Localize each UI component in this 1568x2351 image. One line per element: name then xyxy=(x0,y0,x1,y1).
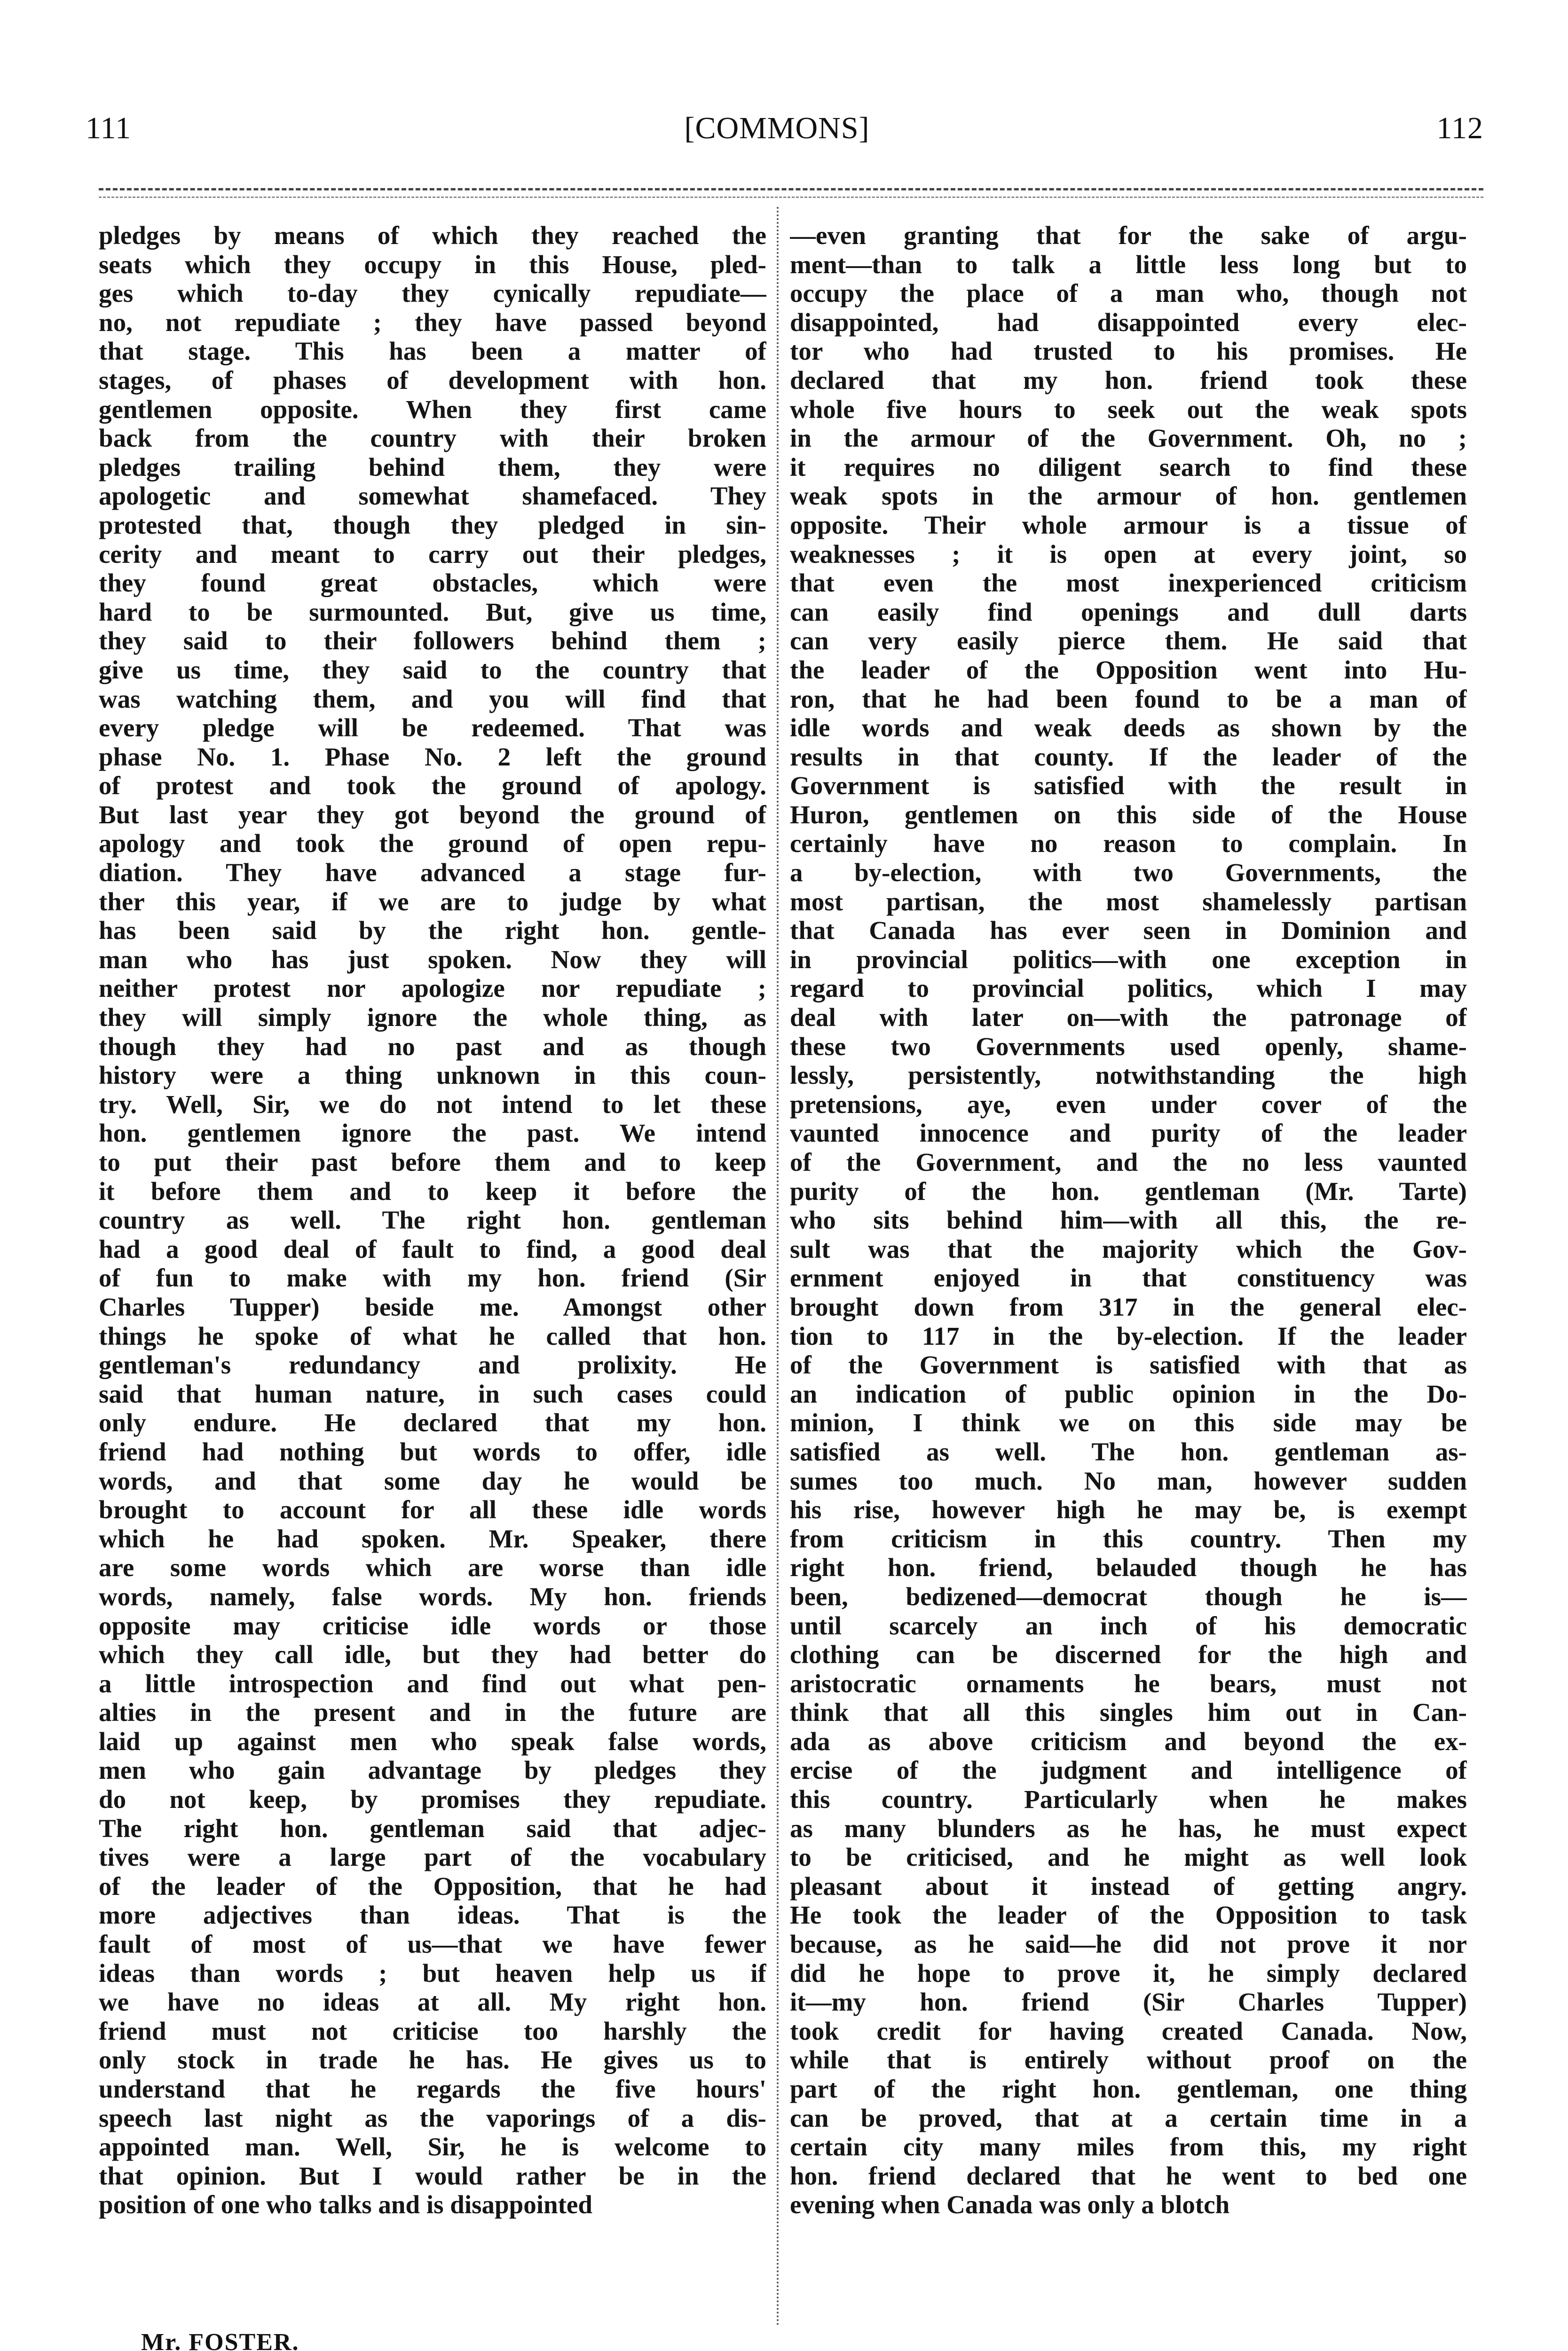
text-line: understand that he regards the five hours' xyxy=(99,2075,766,2103)
text-line: vaunted innocence and purity of the leader xyxy=(790,1119,1467,1148)
text-line: can be proved, that at a certain time in a xyxy=(790,2103,1467,2132)
text-line: give us time, they said to the country that xyxy=(99,655,766,684)
text-line: that Canada has ever seen in Dominion and xyxy=(790,916,1467,945)
text-line: lessly, persistently, notwithstanding the high xyxy=(790,1061,1467,1090)
text-line: which they call idle, but they had better do xyxy=(99,1640,766,1669)
text-line: Charles Tupper) beside me. Amongst other xyxy=(99,1292,766,1321)
text-line: idle words and weak deeds as shown by the xyxy=(790,713,1467,742)
right-page-number: 112 xyxy=(1436,111,1483,145)
text-line: it requires no diligent search to find these xyxy=(790,452,1467,481)
text-line: has been said by the right hon. gentle- xyxy=(99,916,766,945)
text-line: alties in the present and in the future are xyxy=(99,1698,766,1727)
text-line: pledges trailing behind them, they were xyxy=(99,452,766,481)
text-line: whole five hours to seek out the weak spots xyxy=(790,394,1467,424)
text-line: protested that, though they pledged in sin- xyxy=(99,510,766,539)
text-line: they said to their followers behind them ; xyxy=(99,626,766,655)
text-line: pleasant about it instead of getting angry. xyxy=(790,1871,1467,1901)
text-line: hard to be surmounted. But, give us time, xyxy=(99,597,766,626)
text-line: But last year they got beyond the ground of xyxy=(99,800,766,829)
text-line: diation. They have advanced a stage fur- xyxy=(99,858,766,887)
text-line: try. Well, Sir, we do not intend to let these xyxy=(99,1089,766,1119)
text-line: which he had spoken. Mr. Speaker, there xyxy=(99,1524,766,1553)
text-line: an indication of public opinion in the Do- xyxy=(790,1379,1467,1408)
text-line: most partisan, the most shamelessly partisan xyxy=(790,887,1467,916)
text-line: sult was that the majority which the Gov- xyxy=(790,1234,1467,1263)
text-line: this country. Particularly when he makes xyxy=(790,1785,1467,1814)
text-line: though they had no past and as though xyxy=(99,1032,766,1061)
text-line: men who gain advantage by pledges they xyxy=(99,1756,766,1785)
text-line: ada as above criticism and beyond the ex- xyxy=(790,1727,1467,1756)
text-line: country as well. The right hon. gentleman xyxy=(99,1206,766,1235)
text-line: that opinion. But I would rather be in the xyxy=(99,2161,766,2190)
text-line: had a good deal of fault to find, a good deal xyxy=(99,1234,766,1263)
text-line: took credit for having created Canada. Now, xyxy=(790,2016,1467,2045)
text-line: ges which to-day they cynically repudiate— xyxy=(99,279,766,308)
text-line: because, as he said—he did not prove it nor xyxy=(790,1930,1467,1959)
text-line: history were a thing unknown in this coun- xyxy=(99,1061,766,1090)
text-line: been, bedizened—democrat though he is— xyxy=(790,1582,1467,1611)
right-text-column xyxy=(790,221,1467,2219)
text-line: ther this year, if we are to judge by what xyxy=(99,887,766,916)
text-line: The right hon. gentleman said that adjec- xyxy=(99,1814,766,1843)
text-line: words, namely, false words. My hon. friends xyxy=(99,1582,766,1611)
text-line: pledges by means of which they reached the xyxy=(99,221,766,250)
text-line: said that human nature, in such cases could xyxy=(99,1379,766,1408)
text-line: certainly have no reason to complain. In xyxy=(790,829,1467,858)
column-divider xyxy=(777,207,779,2327)
text-line: only stock in trade he has. He gives us to xyxy=(99,2045,766,2075)
text-line: sumes too much. No man, however sudden xyxy=(790,1466,1467,1495)
text-line: evening when Canada was only a blotch xyxy=(790,2190,1230,2219)
text-line: his rise, however high he may be, is exempt xyxy=(790,1495,1467,1524)
text-line: gentlemen opposite. When they first came xyxy=(99,394,766,424)
text-line: that stage. This has been a matter of xyxy=(99,337,766,366)
speaker-footer: Mr. FOSTER. xyxy=(141,2329,299,2351)
text-line: ron, that he had been found to be a man of xyxy=(790,684,1467,713)
text-line: friend must not criticise too harshly the xyxy=(99,2016,766,2045)
text-line: regard to provincial politics, which I may xyxy=(790,974,1467,1003)
text-line: no, not repudiate ; they have passed beyond xyxy=(99,308,766,337)
text-line: it—my hon. friend (Sir Charles Tupper) xyxy=(790,1988,1467,2017)
text-line: laid up against men who speak false words, xyxy=(99,1727,766,1756)
text-line: Government is satisfied with the result in xyxy=(790,771,1467,800)
text-line: think that all this singles him out in Can- xyxy=(790,1698,1467,1727)
text-line: He took the leader of the Opposition to task xyxy=(790,1901,1467,1930)
text-line: until scarcely an inch of his democratic xyxy=(790,1611,1467,1640)
text-line: ercise of the judgment and intelligence of xyxy=(790,1756,1467,1785)
text-line: aristocratic ornaments he bears, must not xyxy=(790,1669,1467,1698)
text-line: cerity and meant to carry out their pledges, xyxy=(99,539,766,568)
text-line: disappointed, had disappointed every elec- xyxy=(790,308,1467,337)
text-line: man who has just spoken. Now they will xyxy=(99,945,766,974)
text-line: back from the country with their broken xyxy=(99,424,766,453)
text-line: right hon. friend, belauded though he has xyxy=(790,1553,1467,1582)
text-line: it before them and to keep it before the xyxy=(99,1176,766,1206)
header-rule-secondary xyxy=(99,197,1483,198)
text-line: these two Governments used openly, shame- xyxy=(790,1032,1467,1061)
text-line: the leader of the Opposition went into Hu- xyxy=(790,655,1467,684)
text-line: tion to 117 in the by-election. If the leader xyxy=(790,1321,1467,1350)
text-line: Huron, gentlemen on this side of the House xyxy=(790,800,1467,829)
text-line: position of one who talks and is disappointed xyxy=(99,2190,592,2219)
text-line: weak spots in the armour of hon. gentlemen xyxy=(790,481,1467,511)
running-title: [COMMONS] xyxy=(684,111,870,145)
text-line: apology and took the ground of open repu- xyxy=(99,829,766,858)
text-line: pretensions, aye, even under cover of the xyxy=(790,1089,1467,1119)
text-line: things he spoke of what he called that hon. xyxy=(99,1321,766,1350)
text-line: brought to account for all these idle words xyxy=(99,1495,766,1524)
text-line: a little introspection and find out what pen- xyxy=(99,1669,766,1698)
text-line: deal with later on—with the patronage of xyxy=(790,1003,1467,1032)
text-line: ernment enjoyed in that constituency was xyxy=(790,1263,1467,1293)
text-line: of the Government is satisfied with that as xyxy=(790,1350,1467,1380)
text-line: ment—than to talk a little less long but to xyxy=(790,250,1467,279)
text-line: can very easily pierce them. He said that xyxy=(790,626,1467,655)
text-line: in the armour of the Government. Oh, no ; xyxy=(790,424,1467,453)
left-page-number: 111 xyxy=(86,111,132,145)
text-line: minion, I think we on this side may be xyxy=(790,1408,1467,1437)
text-line: clothing can be discerned for the high and xyxy=(790,1640,1467,1669)
text-line: part of the right hon. gentleman, one thing xyxy=(790,2075,1467,2103)
text-line: only endure. He declared that my hon. xyxy=(99,1408,766,1437)
text-line: tives were a large part of the vocabulary xyxy=(99,1843,766,1872)
text-line: of fun to make with my hon. friend (Sir xyxy=(99,1263,766,1293)
text-line: more adjectives than ideas. That is the xyxy=(99,1901,766,1930)
page-header xyxy=(71,101,1483,153)
text-line: in provincial politics—with one exception in xyxy=(790,945,1467,974)
text-line: brought down from 317 in the general elec- xyxy=(790,1292,1467,1321)
text-line: certain city many miles from this, my right xyxy=(790,2132,1467,2162)
text-line: speech last night as the vaporings of a dis- xyxy=(99,2103,766,2132)
text-line: stages, of phases of development with hon. xyxy=(99,365,766,394)
text-line: who sits behind him—with all this, the re- xyxy=(790,1206,1467,1235)
text-line: hon. gentlemen ignore the past. We intend xyxy=(99,1119,766,1148)
text-line: a by-election, with two Governments, the xyxy=(790,858,1467,887)
text-line: can easily find openings and dull darts xyxy=(790,597,1467,626)
text-line: weaknesses ; it is open at every joint, so xyxy=(790,539,1467,568)
text-line: do not keep, by promises they repudiate. xyxy=(99,1785,766,1814)
text-line: occupy the place of a man who, though not xyxy=(790,279,1467,308)
text-line: neither protest nor apologize nor repudiate ; xyxy=(99,974,766,1003)
text-line: —even granting that for the sake of argu- xyxy=(790,221,1467,250)
text-line: results in that county. If the leader of the xyxy=(790,742,1467,771)
text-line: they found great obstacles, which were xyxy=(99,568,766,598)
text-line: ideas than words ; but heaven help us if xyxy=(99,1958,766,1988)
text-line: as many blunders as he has, he must expect xyxy=(790,1814,1467,1843)
text-line: are some words which are worse than idle xyxy=(99,1553,766,1582)
text-line: opposite may criticise idle words or those xyxy=(99,1611,766,1640)
text-line: declared that my hon. friend took these xyxy=(790,365,1467,394)
text-line: fault of most of us—that we have fewer xyxy=(99,1930,766,1959)
text-line: tor who had trusted to his promises. He xyxy=(790,337,1467,366)
text-line: seats which they occupy in this House, pled- xyxy=(99,250,766,279)
text-line: phase No. 1. Phase No. 2 left the ground xyxy=(99,742,766,771)
left-text-column xyxy=(99,221,766,2219)
text-line: was watching them, and you will find that xyxy=(99,684,766,713)
text-line: opposite. Their whole armour is a tissue of xyxy=(790,510,1467,539)
header-rule xyxy=(99,188,1483,190)
text-line: appointed man. Well, Sir, he is welcome to xyxy=(99,2132,766,2162)
text-line: words, and that some day he would be xyxy=(99,1466,766,1495)
text-line: of protest and took the ground of apology. xyxy=(99,771,766,800)
text-line: to put their past before them and to keep xyxy=(99,1148,766,1176)
text-line: we have no ideas at all. My right hon. xyxy=(99,1988,766,2017)
text-line: every pledge will be redeemed. That was xyxy=(99,713,766,742)
text-line: they will simply ignore the whole thing, as xyxy=(99,1003,766,1032)
text-line: satisfied as well. The hon. gentleman as- xyxy=(790,1437,1467,1466)
text-line: friend had nothing but words to offer, idle xyxy=(99,1437,766,1466)
text-line: that even the most inexperienced criticism xyxy=(790,568,1467,598)
text-line: of the leader of the Opposition, that he had xyxy=(99,1871,766,1901)
text-line: from criticism in this country. Then my xyxy=(790,1524,1467,1553)
text-line: purity of the hon. gentleman (Mr. Tarte) xyxy=(790,1176,1467,1206)
text-line: hon. friend declared that he went to bed one xyxy=(790,2161,1467,2190)
text-line: gentleman's redundancy and prolixity. He xyxy=(99,1350,766,1380)
text-line: to be criticised, and he might as well look xyxy=(790,1843,1467,1872)
text-line: while that is entirely without proof on the xyxy=(790,2045,1467,2075)
text-line: of the Government, and the no less vaunted xyxy=(790,1148,1467,1176)
text-line: apologetic and somewhat shamefaced. They xyxy=(99,481,766,511)
text-line: did he hope to prove it, he simply declared xyxy=(790,1958,1467,1988)
